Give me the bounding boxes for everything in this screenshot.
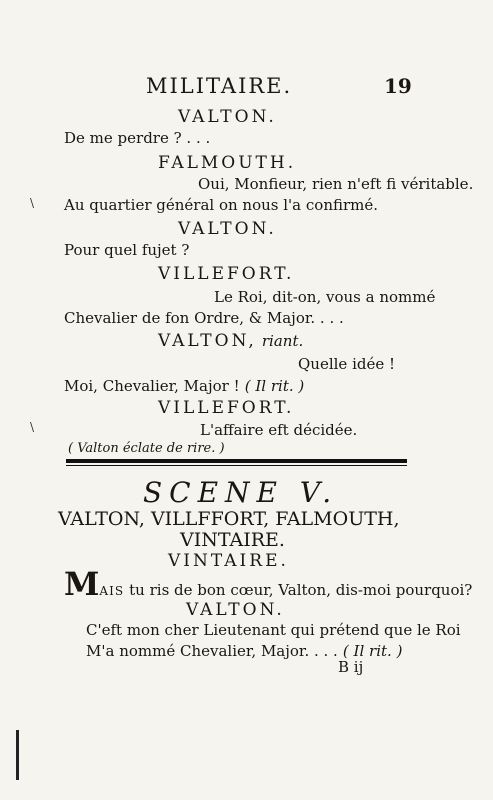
small-caps-word: AIS <box>99 584 125 598</box>
cast-list: VALTON, VILLFFORT, FALMOUTH, <box>58 508 400 530</box>
dialogue-line: L'affaire eft décidée. <box>200 421 358 439</box>
scene-heading: SCENE V. <box>143 476 339 509</box>
speaker-valton: VALTON. <box>178 107 277 127</box>
dialogue-text: Moi, Chevalier, Major ! <box>64 377 240 395</box>
drop-capital: M <box>64 565 100 603</box>
dialogue-line: C'eft mon cher Lieutenant qui prétend que le Roi <box>86 621 461 639</box>
speaker-falmouth: FALMOUTH. <box>158 153 297 173</box>
stage-direction: ( Il rit. ) <box>244 377 305 395</box>
page-number: 19 <box>384 74 412 98</box>
dialogue-line <box>64 565 473 603</box>
dialogue-line: Chevalier de fon Ordre, & Major. . . . <box>64 309 344 327</box>
margin-bar <box>16 730 19 780</box>
speaker-valton-riant <box>158 331 303 351</box>
dialogue-line: Au quartier général on nous l'a confirmé. <box>64 196 379 214</box>
stage-direction: ( Valton éclate de rire. ) <box>68 441 225 456</box>
dialogue-line: Oui, Monfieur, rien n'eft fi véritable. <box>198 175 474 193</box>
dialogue-text: tu ris de bon cœur, Valton, dis-moi pourquoi? <box>129 581 473 599</box>
stage-direction: ( Il rit. ) <box>342 642 403 660</box>
speaker-villefort: VILLEFORT. <box>158 264 295 284</box>
signature-mark: B ij <box>338 658 364 676</box>
dialogue-line: Pour quel fujet ? <box>64 241 190 259</box>
speaker-villefort: VILLEFORT. <box>158 398 295 418</box>
speaker-valton: VALTON. <box>186 600 285 620</box>
running-title: MILITAIRE. <box>146 74 293 98</box>
margin-mark: \ <box>30 196 35 210</box>
section-rule-thick <box>66 459 407 463</box>
speaker-name: VALTON, <box>158 331 257 351</box>
dialogue-line <box>64 376 304 395</box>
margin-mark: \ <box>30 420 35 434</box>
dialogue-text: M'a nommé Chevalier, Major. . . . <box>86 642 338 660</box>
cast-list: VINTAIRE. <box>180 529 285 551</box>
speaker-vintaire: VINTAIRE. <box>168 551 289 571</box>
dialogue-line: Le Roi, dit-on, vous a nommé <box>214 288 436 306</box>
dialogue-line: De me perdre ? . . . <box>64 129 211 147</box>
dialogue-line: Quelle idée ! <box>298 355 396 373</box>
section-rule-thin <box>66 465 407 466</box>
stage-direction: riant. <box>261 332 304 350</box>
speaker-valton: VALTON. <box>178 219 277 239</box>
